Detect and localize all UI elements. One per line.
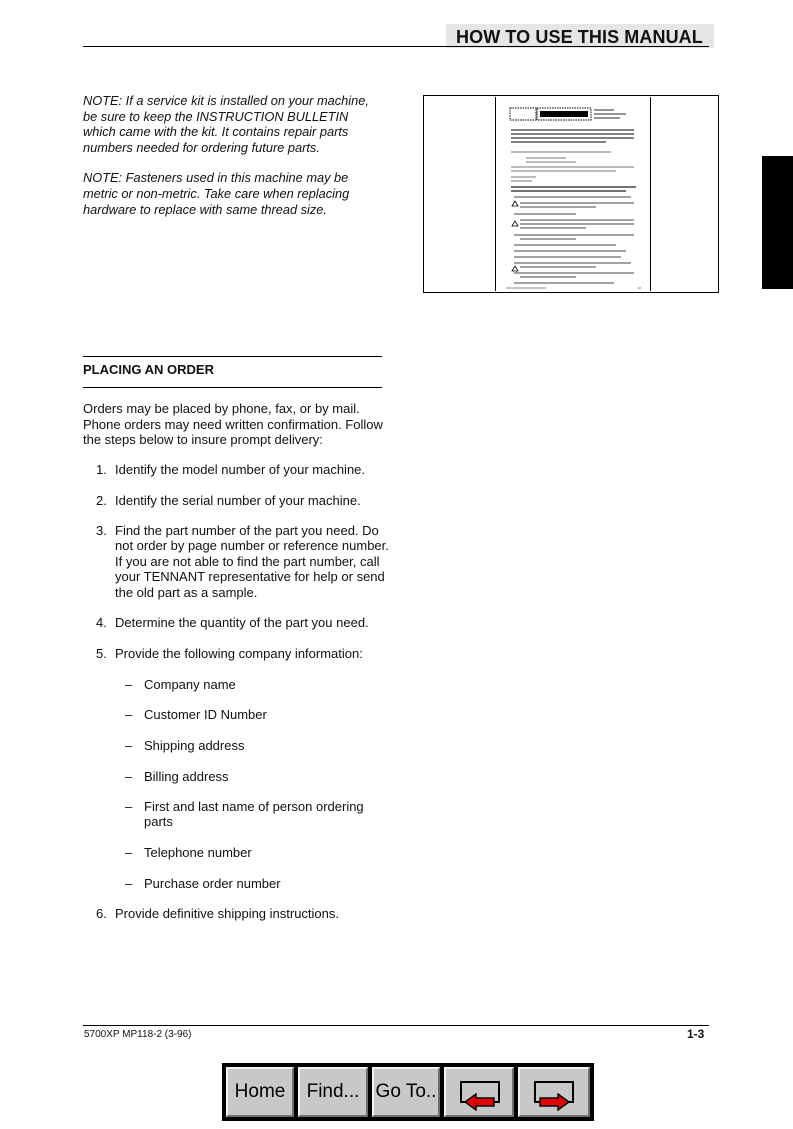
find-button[interactable]: Find... [298, 1067, 368, 1117]
step-item: Determine the quantity of the part you need. [115, 615, 369, 630]
header-rule [83, 46, 709, 47]
list-dash: – [125, 876, 133, 891]
left-arrow-icon [462, 1093, 498, 1111]
fastener-note: NOTE: Fasteners used in this machine may be metric or non-metric. Take care when replacing hardware to replace with same thread size. [83, 170, 350, 217]
list-dash: – [125, 738, 133, 753]
company-info-item: Purchase order number [144, 876, 281, 891]
section-heading: PLACING AN ORDER [83, 362, 214, 377]
page-number: 1-3 [687, 1027, 705, 1041]
bulletin-illustration [496, 97, 650, 291]
page-header-title: HOW TO USE THIS MANUAL [446, 24, 714, 48]
company-info-item: Company name [144, 677, 236, 692]
manual-number: 5700XP MP118-2 (3-96) [84, 1029, 192, 1040]
next-page-button[interactable] [518, 1067, 590, 1117]
notes-block [83, 93, 383, 232]
company-info-item: Billing address [144, 769, 229, 784]
list-dash: – [125, 845, 133, 860]
step-item: Find the part number of the part you need. Do not order by page number or reference number. If you are not able to find the part number, call your TENNANT representative for help or send the old part as a sample. [115, 523, 389, 600]
list-dash: – [125, 799, 133, 814]
step-number: 2. [96, 493, 107, 508]
company-info-item: Shipping address [144, 738, 245, 753]
section-intro: Orders may be placed by phone, fax, or by mail. Phone orders may need written confirmation. Follow the steps below to insure prompt delivery: [83, 401, 383, 447]
step-item: Identify the model number of your machine. [115, 462, 366, 477]
right-arrow-icon [536, 1093, 572, 1111]
section-tab-marker [762, 156, 793, 289]
bulletin-page [495, 97, 651, 291]
goto-button[interactable]: Go To.. [372, 1067, 440, 1117]
right-arrow-frame [534, 1081, 574, 1103]
list-dash: – [125, 707, 133, 722]
step-number: 4. [96, 615, 107, 630]
section-rule-top [83, 356, 382, 357]
list-dash: – [125, 677, 133, 692]
home-button[interactable]: Home [226, 1067, 294, 1117]
step-number: 3. [96, 523, 107, 538]
step-number: 1. [96, 462, 107, 477]
navigation-bar [222, 1063, 594, 1121]
step-number: 6. [96, 906, 107, 921]
previous-page-button[interactable] [444, 1067, 514, 1117]
company-info-item: First and last name of person ordering parts [144, 799, 364, 830]
instruction-bulletin-thumbnail [423, 95, 719, 293]
service-kit-note: NOTE: If a service kit is installed on your machine, be sure to keep the INSTRUCTION BULLETIN which came with the kit. It contains repair parts numbers needed for ordering future parts. [83, 93, 369, 155]
step-item: Provide definitive shipping instructions. [115, 906, 340, 921]
section-rule-bottom [83, 387, 382, 388]
step-item: Provide the following company information: [115, 646, 363, 661]
step-item: Identify the serial number of your machine. [115, 493, 361, 508]
list-dash: – [125, 769, 133, 784]
step-number: 5. [96, 646, 107, 661]
company-info-item: Telephone number [144, 845, 252, 860]
left-arrow-frame [460, 1081, 500, 1103]
company-info-item: Customer ID Number [144, 707, 267, 722]
footer-rule [83, 1025, 709, 1026]
